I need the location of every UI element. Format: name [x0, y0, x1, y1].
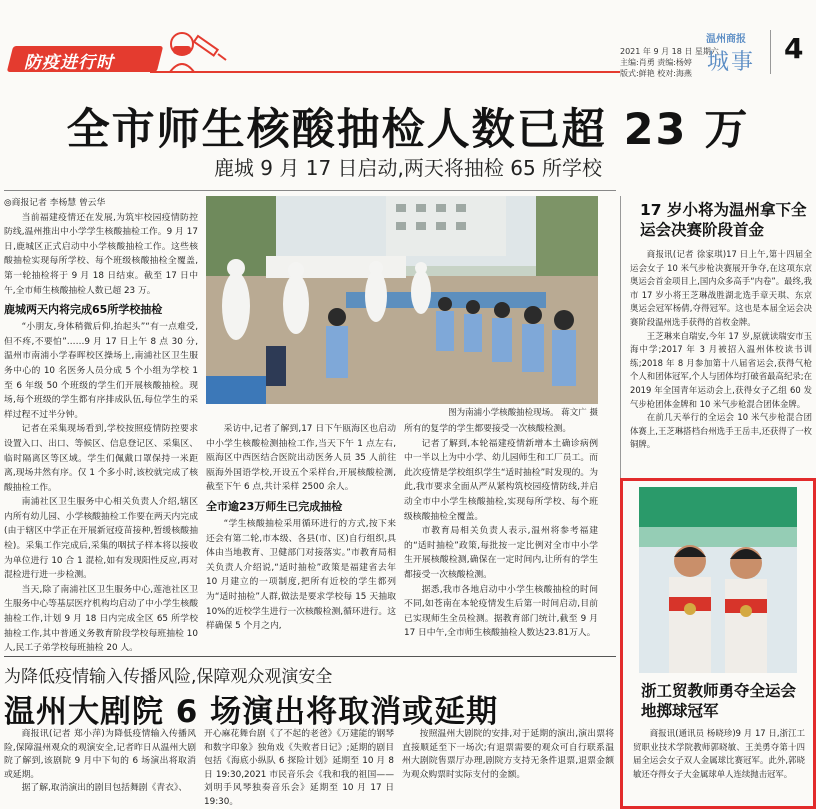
bottom-column-3	[402, 728, 614, 782]
paragraph: 在前几天举行的全运会 10 米气步枪混合团体赛上,王芝琳搭档台州选手王岳丰,还获得了一枚铜牌。	[630, 412, 812, 450]
paragraph: 据了解,取消演出的剧目包括舞剧《青衣》、	[21, 783, 188, 794]
page-number: 4	[784, 32, 804, 65]
side-story-headline: 17 岁小将为温州拿下全运会决赛阶段首金	[640, 201, 807, 239]
paragraph: 商报讯(记者 郑小萍)为降低疫情输入传播风险,保障温州观众的观演安全,记者昨日从温州大剧院了解到,该剧院 9 月中下旬的 6 场演出将取消或延期。	[4, 729, 196, 780]
news-photo-school-testing	[206, 196, 598, 404]
paragraph: 采访中,记者了解到,17 日下午瓯海区也启动中小学生核酸检测抽检工作,当天下午 1 点左右,瓯海区中西医结合医院出动医务人员 35 人前往瓯海外国语学校,开设五个采样台,开展核酸检测,截至下午 6 点,共计采样 2500 余人。	[206, 424, 396, 493]
editor-credit: 主编:肖勇 责编:杨婷	[620, 58, 692, 67]
boxed-story	[620, 478, 816, 809]
paragraph: 市教育局相关负责人表示,温州将参考福建的“适时抽检”政策,每批按一定比例对全市中小学生开展核酸检测,确保在一定时间内,让所有的学生都接受一次核酸检测。	[404, 526, 598, 580]
headline-rule	[4, 190, 616, 191]
design-credit: 版式:鲜艳 校对:海燕	[620, 69, 692, 78]
bottom-headline: 温州大剧院 6 场演出将取消或延期	[4, 694, 499, 730]
bottom-rule	[4, 656, 616, 657]
boxed-story-headline: 浙工贸教师勇夺全运会地掷球冠军	[641, 682, 797, 720]
paragraph: “小朋友,身体稍微后仰,抬起头”“有一点难受,但不疼,不要怕”……9 月 17 日上午 8 点 30 分,温州市南浦小学春晖校区操场上,南浦社区卫生服务中心的 10 名医务人员分成 5 个小组为学校 1 至 6 年级 50 个班级的学生们开展核酸抽检。现场,每个班级的学生都有序排成队伍,每位学生的采样过程不过半分钟。	[4, 322, 198, 420]
byline: ◎商报记者 李杨慧 曾云华	[4, 198, 106, 208]
header-divider	[770, 30, 771, 74]
paragraph: 王芝琳来自瑞安,今年 17 岁,原就读瑞安市玉海中学;2017 年 3 月被招入温州体校读书训练;2018 年 8 月参加第十八届省运会,获得气枪个人和团体冠军,个人与团体均打破省最高纪录;在 2019 年全国青年运动会上,获得女子乙组 60 发气步枪团体金牌和 10 米气步枪混合团体金牌。	[630, 330, 812, 409]
newspaper-brand: 温州商报	[706, 34, 746, 45]
mask-syringe-icon	[160, 28, 230, 74]
athletes-photo	[639, 487, 797, 673]
bottom-column-2	[204, 728, 394, 809]
column-tag-label: 防疫进行时	[24, 53, 114, 73]
photo-illustration	[639, 487, 797, 673]
paragraph: 按照温州大剧院的安排,对于延期的演出,演出票将直接顺延至下一场次;有退票需要的观众可自行联系温州大剧院售票厅办理,剧院方支持无条件退票,退票金额为观众购票时实际支付的金额。	[402, 729, 614, 780]
column-tag	[10, 28, 230, 78]
paragraph: 所有的复学的学生都要接受一次核酸检测。	[404, 424, 572, 434]
paragraph: 记者在采集现场看到,学校按照疫情防控要求设置入口、出口、等候区、信息登记区、采集区、临时隔离区等区域。学生们佩戴口罩保持一米距离,现场井然有序。仅 1 个多小时,该校就完成了核酸抽检工作。	[4, 424, 198, 493]
paragraph: 记者了解到,本轮福建疫情新增本土确诊病例中一半以上为中小学、幼儿园师生和工厂员工。而此次疫情是学校组织学生“适时抽检”时发现的。为此,我市要求全面从严从紧构筑校园疫情防线,并启动全市中小学生核酸抽检,实现每所学校、每个班级核酸抽检全覆盖。	[404, 438, 598, 522]
paragraph: 商报讯(记者 徐家琪)17 日上午,第十四届全运会女子 10 米气步枪决赛展开争夺,在这项东京奥运会首金项目上,国内众多高手“内卷”。最终,我市 17 岁小将王芝琳战胜湖北选手章天琪、东京奥运会冠军杨倩,夺得冠军。这也是本届全运会决赛阶段温州选手获得的首枚金牌。	[630, 249, 812, 327]
subhead-luchen: 鹿城两天内将完成65所学校抽检	[4, 303, 163, 317]
photo-caption: 图为南浦小学核酸抽检现场。 蒋文广 摄	[448, 408, 598, 418]
paragraph: 南浦社区卫生服务中心相关负责人介绍,辖区内所有幼儿园、小学核酸抽检工作要在两天内完成(由于辖区中学正在开展新冠疫苗接种,暂缓核酸抽检)。采集工作完成后,采集的咽拭子样本将以接收为单位进行 10 合 1 混检,如有发现阳性反应,再对混检进行进一步检测。	[4, 497, 198, 581]
bottom-kicker: 为降低疫情输入传播风险,保障观众观演安全	[4, 667, 333, 687]
issue-date: 2021 年 9 月 18 日 星期六	[620, 47, 719, 56]
subhead-citywide: 全市逾23万师生已完成抽检	[206, 499, 343, 513]
issue-info	[620, 46, 719, 79]
paragraph: 据悉,我市各地启动中小学生核酸抽检的时间不同,如苍南在本轮疫情发生后第一时间启动,目前已实现师生全员检测。据教育部门统计,截至 9 月 17 日中午,全市师生核酸抽检人数达23.81万人。	[404, 584, 598, 639]
section-name: 城事	[707, 50, 756, 75]
boxed-story-body	[633, 727, 805, 781]
side-story-body	[630, 248, 812, 452]
paragraph: 当天,除了南浦社区卫生服务中心,莲池社区卫生服务中心等基层医疗机构均启动了中小学生核酸抽检工作,计划 9 月 18 日内完成全区 65 所学校抽检工作,其中普通义务教育阶段学校每班抽检 10 人,民工子弟学校每班抽检 20 人。	[4, 584, 198, 654]
paragraph: 商报讯(通讯员 杨晓珍)9 月 17 日,浙江工贸职业技术学院教师郭晓敏、王美勇夺第十四届全运会女子双人金属球比赛冠军。此外,郭晓敏还夺得女子大金属球单人连续抛击冠军。	[633, 728, 805, 779]
photo-illustration	[206, 196, 598, 404]
main-column-3	[404, 422, 598, 641]
main-column-2	[206, 422, 396, 634]
paragraph: 开心麻花舞台剧《了不起的老爸》《万建能的钢琴和数字印象》独角戏《失败者日记》;延期的剧目包括《海底小纵队 6 探险计划》延期至 10 月 8 日 19:30,2021 市民音乐会《我和我的祖国——刘明手风琴独奏音乐会》延期至 10 月 17 日 19:30。	[204, 729, 394, 807]
bottom-column-1	[4, 728, 196, 796]
main-subheadline: 鹿城 9 月 17 日启动,两天将抽检 65 所学校	[213, 156, 603, 180]
main-headline: 全市师生核酸抽检人数已超 23 万	[66, 105, 750, 155]
main-column-1	[4, 196, 198, 656]
paragraph: 当前福建疫情还在发展,为筑牢校园疫情防控防线,温州推出中小学学生核酸抽检工作。9 月 17 日,鹿城区正式启动中小学核酸抽检工作。这些核酸抽检实现每所学校、每个班级核酸抽检全覆盖,第一轮抽检将于 9 月 18 日结束。截至 17 日中午,全市师生核酸抽检人数已超 23 万。	[4, 212, 198, 296]
paragraph: “学生核酸抽检采用循环进行的方式,按下来还会有第二轮,市本级、各县(市、区)自行组织,具体由当地教育、卫健部门对接落实。”市教育局相关负责人介绍说,“适时抽检”政策是福建省去年 10 月建立的一项制度,把所有近校的学生都列为“适时抽检”人群,做法是要求学校每 15 天抽取 10%的近校学生进行一次核酸检测,循环进行。这样确保 5 个月之内,	[206, 518, 396, 632]
